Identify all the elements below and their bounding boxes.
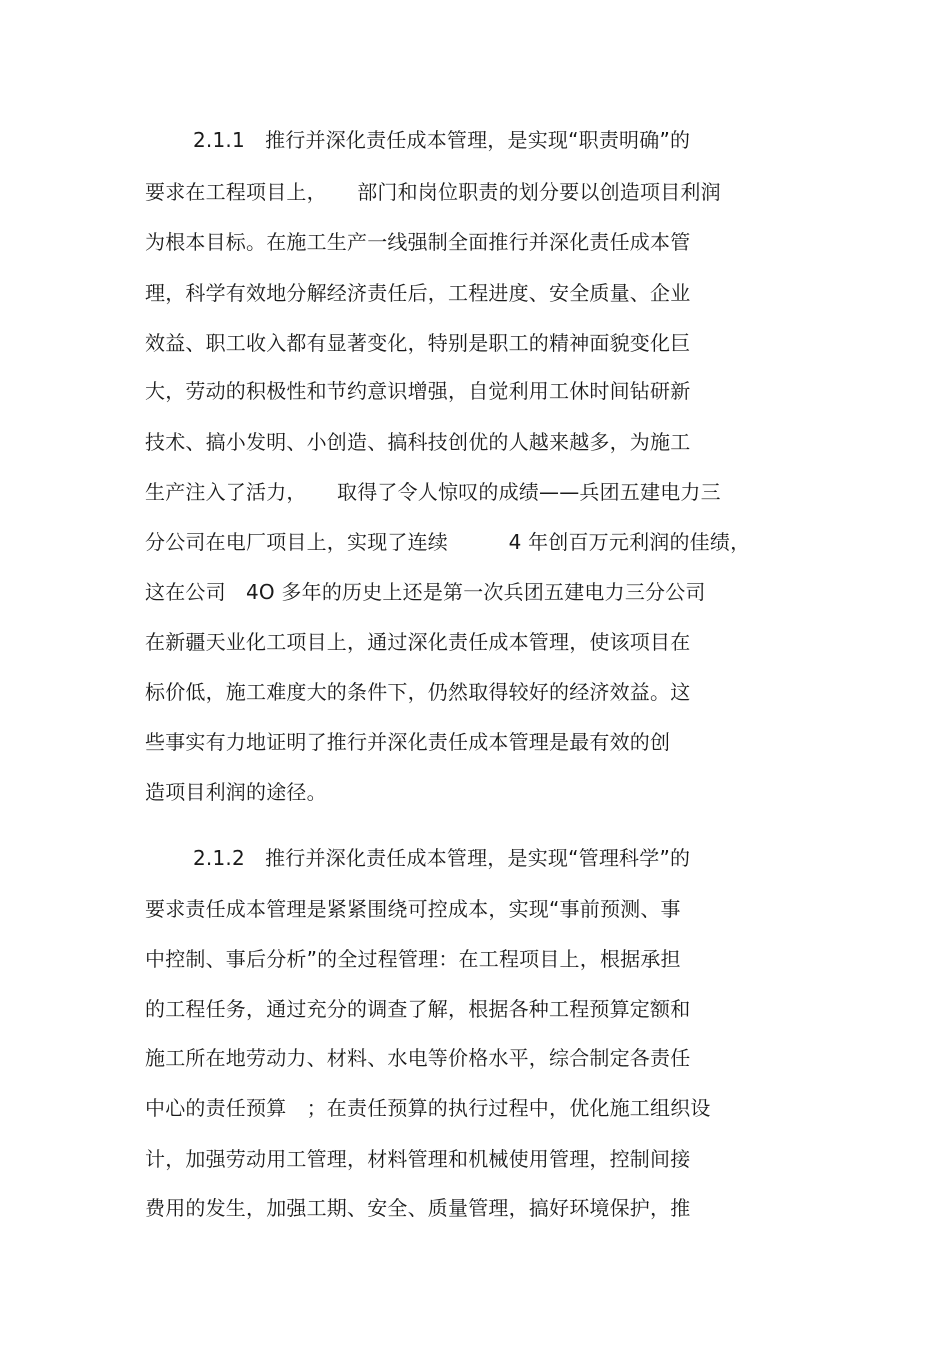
paragraph-1-line-7: 技术、搞小发明、小创造、搞科技创优的人越来越多，为施工 <box>145 430 691 454</box>
paragraph-1-line-11: 在新疆天业化工项目上，通过深化责任成本管理，使该项目在 <box>145 630 691 654</box>
paragraph-1-line-1: 2.1.1 推行并深化责任成本管理，是实现“职责明确”的 <box>193 128 691 152</box>
paragraph-1-line-8: 生产注入了活力， 取得了令人惊叹的成绩——兵团五建电力三 <box>145 480 721 504</box>
paragraph-1-line-3: 为根本目标。在施工生产一线强制全面推行并深化责任成本管 <box>145 230 691 254</box>
paragraph-1-line-6: 大，劳动的积极性和节约意识增强，自觉利用工休时间钻研新 <box>145 379 691 403</box>
paragraph-2-line-5: 施工所在地劳动力、材料、水电等价格水平，综合制定各责任 <box>145 1046 691 1070</box>
paragraph-1-line-14: 造项目利润的途径。 <box>145 780 327 804</box>
paragraph-2-line-7: 计，加强劳动用工管理，材料管理和机械使用管理，控制间接 <box>145 1147 691 1171</box>
paragraph-2-line-2: 要求责任成本管理是紧紧围绕可控成本，实现“事前预测、事 <box>145 897 681 921</box>
paragraph-1-line-13: 些事实有力地证明了推行并深化责任成本管理是最有效的创 <box>145 730 671 754</box>
paragraph-2-line-1: 2.1.2 推行并深化责任成本管理，是实现“管理科学”的 <box>193 846 691 870</box>
paragraph-1-line-12: 标价低，施工难度大的条件下，仍然取得较好的经济效益。这 <box>145 680 691 704</box>
paragraph-2-line-3: 中控制、事后分析”的全过程管理：在工程项目上，根据承担 <box>145 947 681 971</box>
paragraph-1-line-9: 分公司在电厂项目上，实现了连续 4 年创百万元利润的佳绩， <box>145 530 751 554</box>
paragraph-1-line-2: 要求在工程项目上， 部门和岗位职责的划分要以创造项目利润 <box>145 180 721 204</box>
paragraph-2-line-6: 中心的责任预算 ；在责任预算的执行过程中，优化施工组织设 <box>145 1096 711 1120</box>
paragraph-2-line-4: 的工程任务，通过充分的调查了解，根据各种工程预算定额和 <box>145 997 691 1021</box>
paragraph-1-line-5: 效益、职工收入都有显著变化，特别是职工的精神面貌变化巨 <box>145 331 691 355</box>
paragraph-2-line-8: 费用的发生，加强工期、安全、质量管理，搞好环境保护，推 <box>145 1196 691 1220</box>
paragraph-1-line-4: 理，科学有效地分解经济责任后，工程进度、安全质量、企业 <box>145 281 691 305</box>
paragraph-1-line-10: 这在公司 4O 多年的历史上还是第一次兵团五建电力三分公司 <box>145 580 706 604</box>
